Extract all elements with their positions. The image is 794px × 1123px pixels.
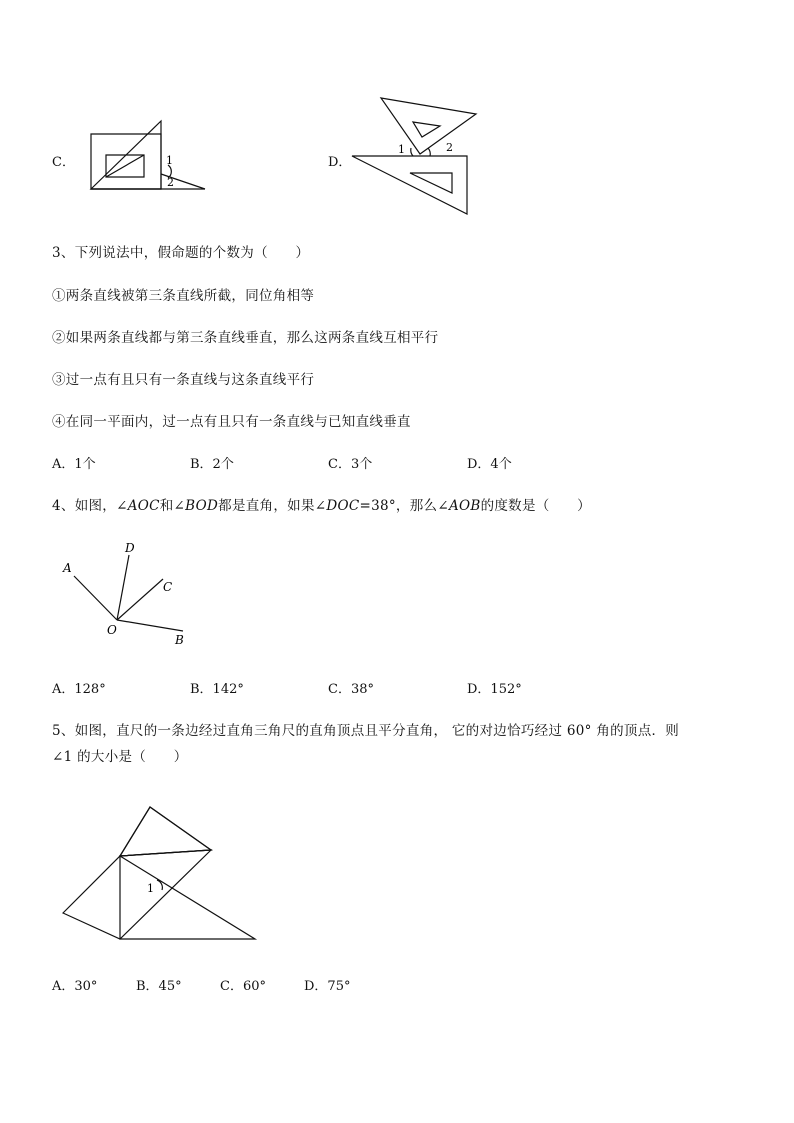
- q3-statement-4: ④在同一平面内，过一点有且只有一条直线与已知直线垂直: [52, 414, 411, 430]
- option-c-label: C．: [52, 155, 75, 170]
- q3-stem: 3、下列说法中，假命题的个数为（ ）: [52, 245, 310, 261]
- angle-doc: DOC: [326, 498, 360, 514]
- q4-stem: 4、如图，∠AOC和∠BOD都是直角，如果∠DOC=38°，那么∠AOB的度数是（ ）: [52, 498, 591, 514]
- point-c: C: [163, 580, 173, 594]
- q3-option-d: D．4个: [467, 457, 512, 472]
- q5-option-d: D．75°: [304, 979, 351, 994]
- point-a: A: [63, 561, 72, 575]
- q5-stem-line-1: 5、如图，直尺的一条边经过直角三角尺的直角顶点且平分直角， 它的对边恰巧经过 60° 角的顶点．则: [52, 723, 680, 739]
- figure-c: [88, 118, 208, 198]
- figure-c-angle-1: 1: [166, 154, 173, 167]
- angle-aoc: AOC: [127, 498, 160, 514]
- figure-d-angle-1: 1: [398, 143, 405, 156]
- point-o: O: [107, 623, 117, 637]
- figure-d: [350, 96, 480, 216]
- q5-option-a: A．30°: [52, 979, 98, 994]
- q5-option-b: B．45°: [136, 979, 182, 994]
- q3-option-a: A．1个: [52, 457, 96, 472]
- figure-c-angle-2: 2: [167, 176, 174, 189]
- option-d-label: D．: [328, 155, 352, 170]
- q3-statement-3: ③过一点有且只有一条直线与这条直线平行: [52, 372, 315, 388]
- q4-option-a: A．128°: [52, 682, 106, 697]
- q3-statement-2: ②如果两条直线都与第三条直线垂直，那么这两条直线互相平行: [52, 330, 439, 346]
- figure-q5: [62, 804, 262, 954]
- angle-aob: AOB: [448, 498, 481, 514]
- figure-q5-angle-1: 1: [147, 882, 154, 895]
- q4-option-c: C．38°: [328, 682, 374, 697]
- angle-bod: BOD: [185, 498, 219, 514]
- q3-statement-1: ①两条直线被第三条直线所截，同位角相等: [52, 288, 315, 304]
- q4-option-b: B．142°: [190, 682, 244, 697]
- q5-stem-line-2: ∠1 的大小是（ ）: [52, 749, 188, 765]
- point-b: B: [175, 633, 184, 647]
- q3-option-b: B．2个: [190, 457, 234, 472]
- q4-option-d: D．152°: [467, 682, 522, 697]
- figure-q4: [60, 540, 200, 650]
- figure-d-angle-2: 2: [446, 141, 453, 154]
- point-d: D: [125, 541, 135, 555]
- q5-option-c: C．60°: [220, 979, 266, 994]
- q3-option-c: C．3个: [328, 457, 373, 472]
